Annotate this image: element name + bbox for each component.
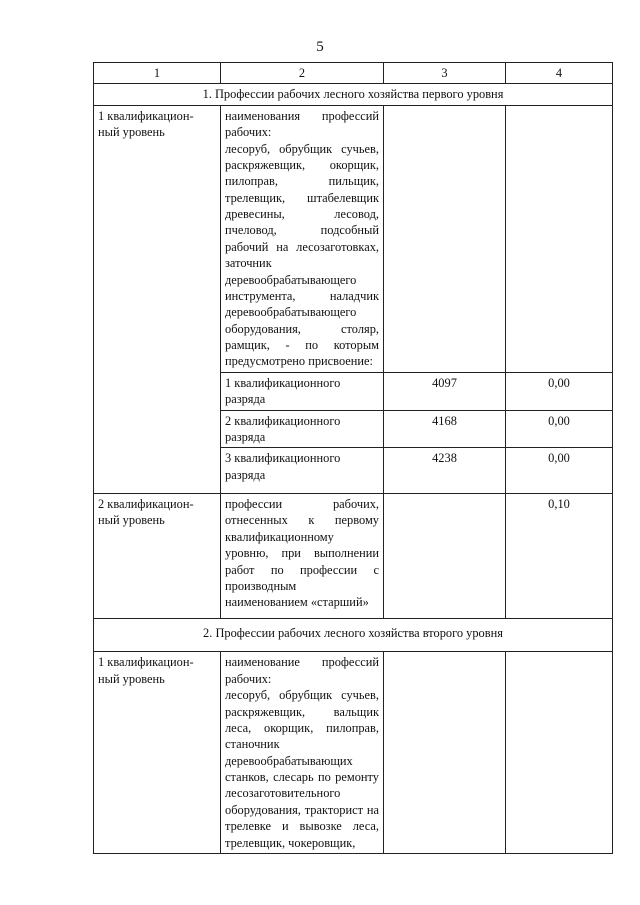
qualification-table <box>93 62 613 854</box>
grade-salary: 4168 <box>384 410 506 448</box>
grade-label: 1 квалификационного разряда <box>221 372 384 410</box>
section-header-row <box>94 619 613 652</box>
grade-label: 3 квалификационного разряда <box>221 448 384 494</box>
grade-label: 2 квалификационного разряда <box>221 410 384 448</box>
salary-cell <box>384 105 506 372</box>
column-header-1: 1 <box>94 63 221 84</box>
description-cell: профессии рабочих, отнесенных к первому квалификационному уровню, при выполнении работ по профессии с производным наименованием «старший» <box>221 494 384 619</box>
table-header-row <box>94 63 613 84</box>
grade-salary: 4238 <box>384 448 506 494</box>
description-cell: наименование профессий рабочих: лесоруб, обрубщик сучьев, раскряжевщик, вальщик леса, окорщик, пилоправ, станочник деревообрабатывающих станков, слесарь по ремонту лесозаготовительного оборудования, тракторист на трелевке и вывозке леса, трелевщик, чокеровщик, <box>221 652 384 854</box>
column-header-2: 2 <box>221 63 384 84</box>
section-2-title: 2. Профессии рабочих лесного хозяйства второго уровня <box>94 619 613 652</box>
coefficient-cell <box>506 105 613 372</box>
level-cell: 1 квалификацион- ный уровень <box>94 652 221 854</box>
table-row <box>94 494 613 619</box>
level-cell: 2 квалификацион- ный уровень <box>94 494 221 619</box>
coefficient-cell: 0,10 <box>506 494 613 619</box>
grade-coefficient: 0,00 <box>506 410 613 448</box>
table-row <box>94 105 613 372</box>
column-header-3: 3 <box>384 63 506 84</box>
coefficient-cell <box>506 652 613 854</box>
description-cell: наименования профессий рабочих: лесоруб, обрубщик сучьев, раскряжевщик, окорщик, пилоправ, пильщик, трелевщик, штабелевщик древесины, лесовод, пчеловод, подсобный рабочий на лесозаготовках, заточник деревообрабатывающего инструмента, наладчик деревообрабатывающего оборудования, столяр, рамщик, - по которым предусмотрено присвоение: <box>221 105 384 372</box>
table-row <box>94 652 613 854</box>
page-number: 5 <box>316 39 324 55</box>
grade-coefficient: 0,00 <box>506 372 613 410</box>
section-1-title: 1. Профессии рабочих лесного хозяйства первого уровня <box>94 84 613 105</box>
salary-cell <box>384 652 506 854</box>
grade-salary: 4097 <box>384 372 506 410</box>
grade-coefficient: 0,00 <box>506 448 613 494</box>
column-header-4: 4 <box>506 63 613 84</box>
section-header-row <box>94 84 613 105</box>
level-cell: 1 квалификацион- ный уровень <box>94 105 221 493</box>
salary-cell <box>384 494 506 619</box>
